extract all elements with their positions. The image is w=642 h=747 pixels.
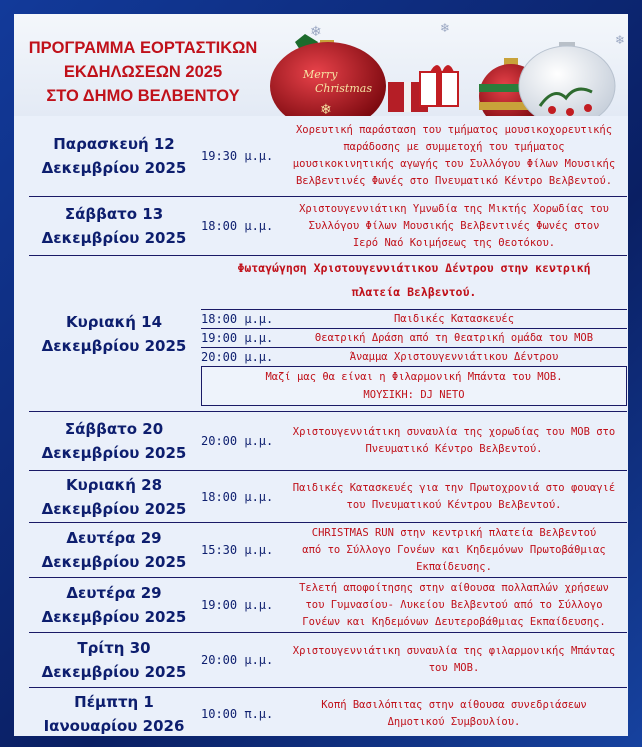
event-description	[281, 523, 627, 577]
poster-title	[18, 36, 268, 108]
desc-line: παράδοσης με συμμετοχή του τμήματος	[343, 141, 565, 153]
date-month: Δεκεμβρίου 2025	[41, 336, 187, 355]
headline-line: Φωταγώγηση Χριστουγεννιάτικου Δέντρου στην κεντρική	[237, 261, 591, 275]
event-time: 20:00 μ.μ.	[201, 434, 274, 448]
svg-text:❄: ❄	[440, 21, 451, 35]
desc-line: Βελβεντινές Φωνές στο Πνευματικό Κέντρο Βελβεντού.	[295, 175, 613, 187]
note-line: ΜΟΥΣΙΚΗ: DJ NETO	[363, 389, 465, 401]
event-description	[281, 578, 627, 632]
event-row	[29, 523, 627, 578]
desc-line: Γονέων και Κηδεμόνων Δευτεροβάθμιας Εκπαίδευσης.	[302, 615, 606, 628]
desc-line: μουσικοκινητικής αγωγής του Συλλόγου Φίλων Μουσικής	[292, 158, 616, 170]
desc-line: Πνευματικό Κέντρο Βελβεντού.	[365, 443, 543, 455]
event-description	[281, 197, 627, 255]
event-description	[281, 633, 627, 687]
snowflake-icon	[310, 21, 625, 47]
sub-event-row	[201, 309, 627, 328]
event-row	[29, 116, 627, 197]
event-date	[29, 116, 199, 196]
desc-line: Εκπαίδευσης.	[416, 560, 492, 573]
svg-text:❄: ❄	[320, 102, 332, 116]
desc-line: του ΜΟΒ.	[428, 662, 480, 674]
desc-line: Χορευτική παράσταση του τμήματος μουσικοχορευτικής	[295, 124, 613, 136]
event-description	[281, 471, 627, 522]
event-date	[29, 471, 199, 522]
date-day: Δευτέρα 29	[66, 584, 162, 602]
event-row	[29, 633, 627, 688]
date-month: Δεκεμβρίου 2025	[41, 608, 187, 626]
date-day: Κυριακή 14	[65, 312, 163, 331]
date-month: Δεκεμβρίου 2025	[41, 159, 187, 177]
event-time: 19:30 μ.μ.	[201, 149, 274, 163]
event-date	[29, 578, 199, 632]
event-row	[29, 688, 627, 736]
date-month: Δεκεμβρίου 2025	[41, 663, 187, 681]
desc-line: CHRISTMAS RUN στην κεντρική πλατεία Βελβεντού	[311, 526, 597, 539]
desc-line: Κοπή Βασιλόπιτας στην αίθουσα συνεδριάσεων	[321, 699, 587, 711]
date-day: Σάββατο 13	[64, 205, 164, 223]
desc-line: Χριστουγεννιάτικη συναυλία της φιλαρμονικής Μπάντας	[292, 645, 616, 657]
glass-bauble-icon	[519, 42, 615, 116]
event-description	[281, 116, 627, 196]
title-line: ΣΤΟ ΔΗΜΟ ΒΕΛΒΕΝΤΟΥ	[46, 87, 240, 105]
sub-event-time: 19:00 μ.μ.	[201, 331, 274, 345]
sub-event-row	[201, 328, 627, 347]
event-headline	[201, 256, 627, 304]
event-time: 15:30 μ.μ.	[201, 543, 274, 557]
header	[14, 14, 628, 116]
date-month: Δεκεμβρίου 2025	[41, 229, 187, 247]
desc-line: από το Σύλλογο Γονέων και Κηδεμόνων Πρωτοβάθμιας	[302, 543, 606, 556]
sub-event-description: Άναμμα Χριστουγεννιάτικου Δέντρου	[349, 351, 559, 363]
poster	[14, 14, 628, 736]
date-month: Δεκεμβρίου 2025	[41, 444, 187, 462]
event-time: 19:00 μ.μ.	[201, 598, 274, 612]
event-date	[29, 633, 199, 687]
date-day: Πέμπτη 1	[74, 693, 154, 711]
event-row	[29, 197, 627, 256]
event-date	[29, 412, 199, 470]
event-date	[29, 256, 199, 411]
sub-event-row	[201, 347, 627, 366]
date-month: Δεκεμβρίου 2025	[41, 499, 187, 518]
event-date	[29, 688, 199, 736]
sub-event-time: 18:00 μ.μ.	[201, 312, 274, 326]
desc-line: του Γυμνασίου- Λυκείου Βελβεντού από το Σύλλογο	[305, 598, 603, 611]
date-month: Ιανουαρίου 2026	[43, 717, 185, 735]
red-bauble-icon	[270, 34, 386, 116]
title-line: ΕΚΔΗΛΩΣΕΩΝ 2025	[63, 63, 223, 81]
desc-line: Παιδικές Κατασκευές για την Πρωτοχρονιά στο φουαγιέ	[292, 481, 616, 494]
event-time: 18:00 μ.μ.	[201, 219, 274, 233]
event-description	[281, 688, 627, 736]
date-day: Σάββατο 20	[64, 420, 164, 438]
event-date	[29, 523, 199, 577]
sub-event-time: 20:00 μ.μ.	[201, 350, 274, 364]
date-day: Κυριακή 28	[65, 475, 163, 494]
event-row	[29, 578, 627, 633]
desc-line: Χριστουγεννιάτικη συναυλία της χορωδίας του ΜΟΒ στο	[292, 426, 616, 438]
date-day: Τρίτη 30	[77, 639, 151, 657]
svg-text:❄: ❄	[310, 24, 322, 40]
desc-line: Τελετή αποφοίτησης στην αίθουσα πολλαπλών χρήσεων	[299, 581, 609, 594]
desc-line: Συλλόγου Φίλων Μουσικής Βελβεντινές Φωνές στον	[308, 219, 600, 232]
ornament-text: Christmas	[315, 82, 372, 95]
event-date	[29, 197, 199, 255]
event-time: 10:00 π.μ.	[201, 707, 274, 721]
headline-line: πλατεία Βελβεντού.	[351, 285, 477, 299]
event-time: 20:00 μ.μ.	[201, 653, 274, 667]
desc-line: Ιερό Ναό Κοιμήσεως της Θεοτόκου.	[352, 236, 556, 249]
desc-line: Χριστουγεννιάτικη Υμνωδία της Μικτής Χορωδίας του	[299, 202, 609, 215]
desc-line: του Πνευματικού Κέντρου Βελβεντού.	[346, 498, 562, 511]
gift-box-icon	[388, 65, 458, 112]
event-row	[29, 471, 627, 523]
event-time: 18:00 μ.μ.	[201, 489, 274, 504]
christmas-ornaments-illustration	[270, 14, 628, 116]
sub-event-description: Θεατρική Δράση από τη θεατρική ομάδα του ΜΟΒ	[314, 332, 594, 344]
ornament-text: Merry	[303, 68, 338, 81]
event-row	[29, 412, 627, 471]
event-row	[29, 256, 627, 412]
desc-line: Δημοτικού Συμβουλίου.	[387, 716, 521, 728]
svg-text:❄: ❄	[615, 33, 626, 47]
sub-event-description: Παιδικές Κατασκευές	[393, 313, 515, 325]
date-month: Δεκεμβρίου 2025	[41, 553, 187, 571]
date-day: Παρασκευή 12	[53, 135, 175, 153]
event-note	[201, 366, 627, 406]
date-day: Δευτέρα 29	[66, 529, 162, 547]
title-line: ΠΡΟΓΡΑΜΜΑ ΕΟΡΤΑΣΤΙΚΩΝ	[28, 39, 258, 57]
note-line: Μαζί μας θα είναι η Φιλαρμονική Μπάντα του ΜΟΒ.	[265, 371, 563, 383]
event-description	[281, 412, 627, 470]
